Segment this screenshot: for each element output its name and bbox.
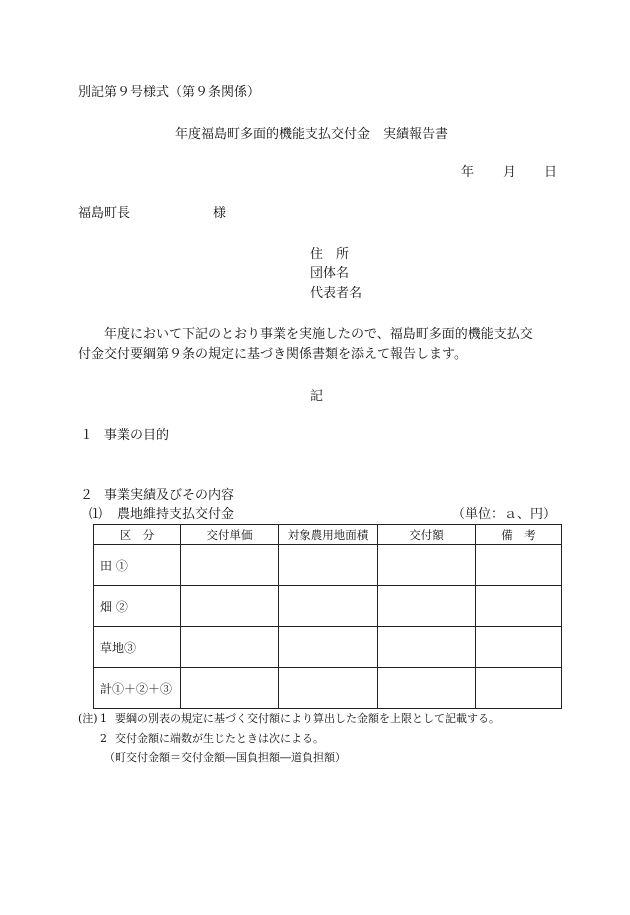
subsection-number: ⑴ xyxy=(89,507,103,522)
applicant-address-label: 住 所 xyxy=(310,247,350,262)
table-cell[interactable] xyxy=(476,627,562,668)
table-cell[interactable] xyxy=(279,586,378,627)
section2-number: ２ xyxy=(80,488,94,503)
table-row xyxy=(94,545,562,586)
addressee-name: 福島町長 xyxy=(78,206,131,221)
row-label-field: 畑 ② xyxy=(94,586,181,627)
table-cell[interactable] xyxy=(378,668,476,709)
section1-number: １ xyxy=(80,428,94,443)
note2-number: 2 xyxy=(100,732,107,745)
table-cell[interactable] xyxy=(476,545,562,586)
header-target-area: 対象農用地面積 xyxy=(279,525,378,545)
ki-marker: 記 xyxy=(310,389,324,404)
note1-number: 1 xyxy=(100,712,107,725)
table-row xyxy=(94,586,562,627)
section1-title: 事業の目的 xyxy=(104,428,170,443)
subsidy-table xyxy=(93,524,562,709)
applicant-representative-label: 代表者名 xyxy=(310,286,363,301)
notes-label: (注) xyxy=(78,712,98,725)
table-cell[interactable] xyxy=(181,668,279,709)
table-row xyxy=(94,627,562,668)
table-cell[interactable] xyxy=(378,627,476,668)
table-cell[interactable] xyxy=(181,586,279,627)
table-cell[interactable] xyxy=(279,545,378,586)
unit-label: （単位：ａ、円） xyxy=(452,507,557,522)
table-cell[interactable] xyxy=(279,627,378,668)
header-category: 区 分 xyxy=(94,525,181,545)
table-cell[interactable] xyxy=(378,586,476,627)
note2-formula: （町交付金額＝交付金額―国負担額―道負担額） xyxy=(104,751,346,764)
date-month-label: 月 xyxy=(503,165,517,180)
note1-text: 要綱の別表の規定に基づく交付額により算出した金額を上限として記載する。 xyxy=(115,712,500,725)
applicant-group-label: 団体名 xyxy=(310,266,350,281)
body-text-line2: 付金交付要綱第９条の規定に基づき関係書類を添えて報告します。 xyxy=(78,347,467,362)
table-cell[interactable] xyxy=(181,545,279,586)
date-year-label: 年 xyxy=(461,165,475,180)
table-cell[interactable] xyxy=(476,586,562,627)
table-cell[interactable] xyxy=(378,545,476,586)
section2-title: 事業実績及びその内容 xyxy=(104,488,235,503)
date-day-label: 日 xyxy=(544,165,558,180)
header-grant-amount: 交付額 xyxy=(378,525,476,545)
body-text-line1: 年度において下記のとおり事業を実施したので、福島町多面的機能支払交 xyxy=(104,327,533,342)
row-label-grassland: 草地③ xyxy=(94,627,181,668)
table-header-row xyxy=(94,525,562,545)
table-cell[interactable] xyxy=(181,627,279,668)
row-label-total: 計①＋②＋③ xyxy=(94,668,181,709)
header-unit-price: 交付単価 xyxy=(181,525,279,545)
subsection-title: 農地維持支払交付金 xyxy=(117,507,235,522)
document-title: 年度福島町多面的機能支払交付金 実績報告書 xyxy=(175,127,449,142)
row-label-paddy: 田 ① xyxy=(94,545,181,586)
addressee-honorific: 様 xyxy=(213,206,227,221)
table-cell[interactable] xyxy=(279,668,378,709)
header-remarks: 備 考 xyxy=(476,525,562,545)
form-id: 別記第９号様式（第９条関係） xyxy=(78,85,261,100)
table-row xyxy=(94,668,562,709)
table-cell[interactable] xyxy=(476,668,562,709)
note2-text: 交付金額に端数が生じたときは次による。 xyxy=(115,732,324,745)
